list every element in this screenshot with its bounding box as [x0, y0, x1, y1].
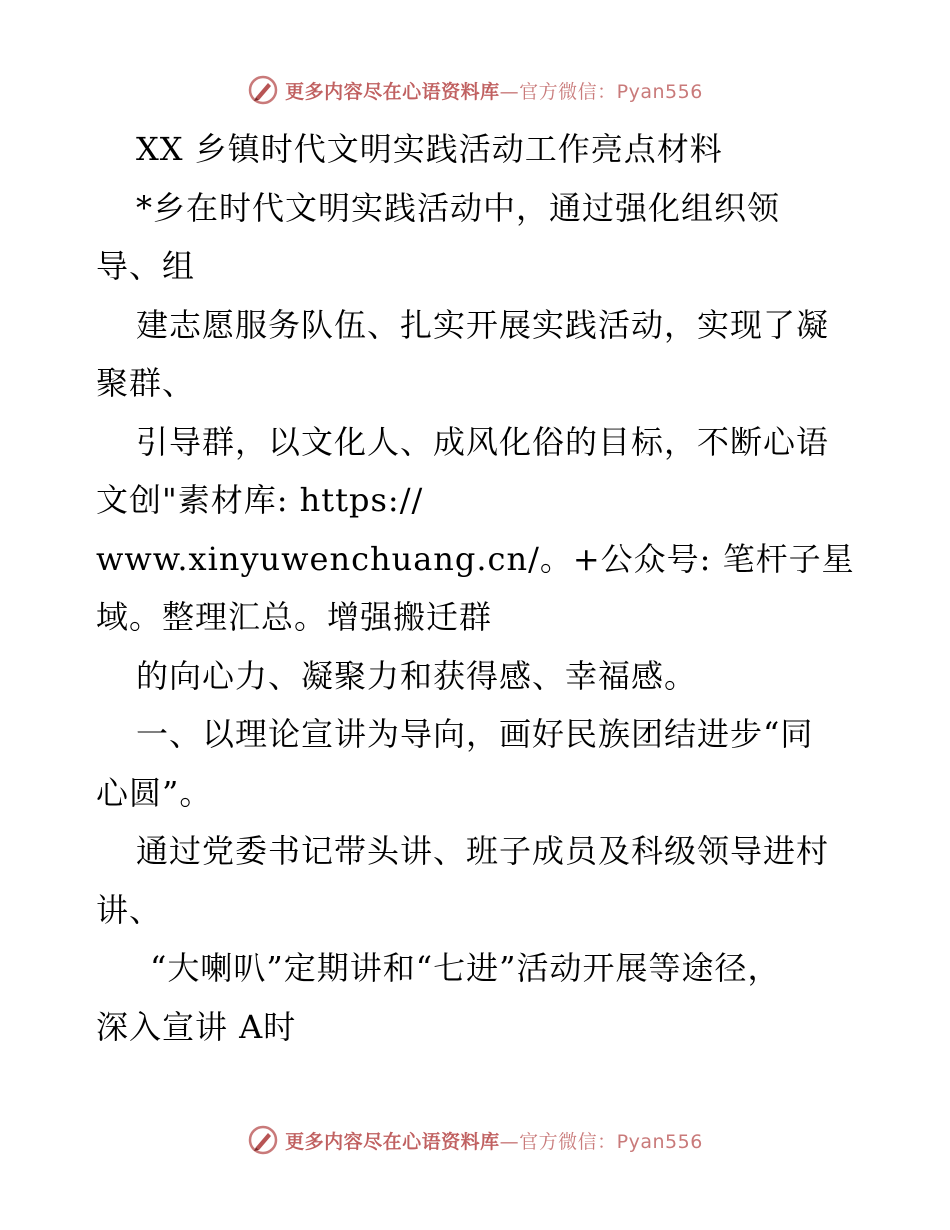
- paragraph-line: “大喇叭”定期讲和“七进”活动开展等途径，: [150, 949, 781, 987]
- paragraph-line: 讲、: [96, 890, 163, 929]
- watermark-main-text: 更多内容尽在心语资料库: [285, 80, 500, 103]
- paragraph-line: 通过党委书记带头讲、班子成员及科级领导进村: [136, 832, 830, 870]
- paragraph-line: 聚群、: [96, 364, 196, 402]
- pen-logo-icon: [247, 1124, 279, 1156]
- watermark-dash: —: [499, 1130, 520, 1153]
- paragraph-line: *乡在时代文明实践活动中，通过强化组织领: [136, 188, 781, 227]
- paragraph-line: www.xinyuwenchuang.cn/。+公众号: 笔杆子星: [96, 539, 855, 578]
- watermark-main-text: 更多内容尽在心语资料库: [285, 1130, 500, 1153]
- watermark-suffix: 官方微信：Pyan556: [519, 80, 703, 103]
- footer-watermark: [0, 1120, 950, 1160]
- paragraph-line: 深入宣讲 A时: [96, 1007, 297, 1046]
- section-heading: 一、以理论宣讲为导向，画好民族团结进步“同: [136, 715, 814, 753]
- paragraph-line: 文创"素材库: https://: [96, 481, 424, 519]
- watermark-dash: —: [499, 80, 520, 103]
- watermark-text: [285, 1127, 703, 1154]
- watermark-suffix: 官方微信：Pyan556: [519, 1130, 703, 1153]
- paragraph-line: 的向心力、凝聚力和获得感、幸福感。: [136, 656, 698, 695]
- section-heading-continued: 心圆”。: [96, 773, 213, 812]
- paragraph-line: 建志愿服务队伍、扎实开展实践活动，实现了凝: [136, 305, 830, 344]
- header-watermark: [0, 70, 950, 110]
- document-title: XX 乡镇时代文明实践活动工作亮点材料: [136, 130, 723, 168]
- watermark-text: [285, 77, 703, 104]
- paragraph-line: 导、组: [96, 247, 196, 285]
- paragraph-line: 域。整理汇总。增强搬迁群: [96, 598, 493, 636]
- paragraph-line: 引导群，以文化人、成风化俗的目标，不断心语: [136, 422, 830, 461]
- pen-logo-icon: [247, 74, 279, 106]
- document-body: [96, 120, 866, 1056]
